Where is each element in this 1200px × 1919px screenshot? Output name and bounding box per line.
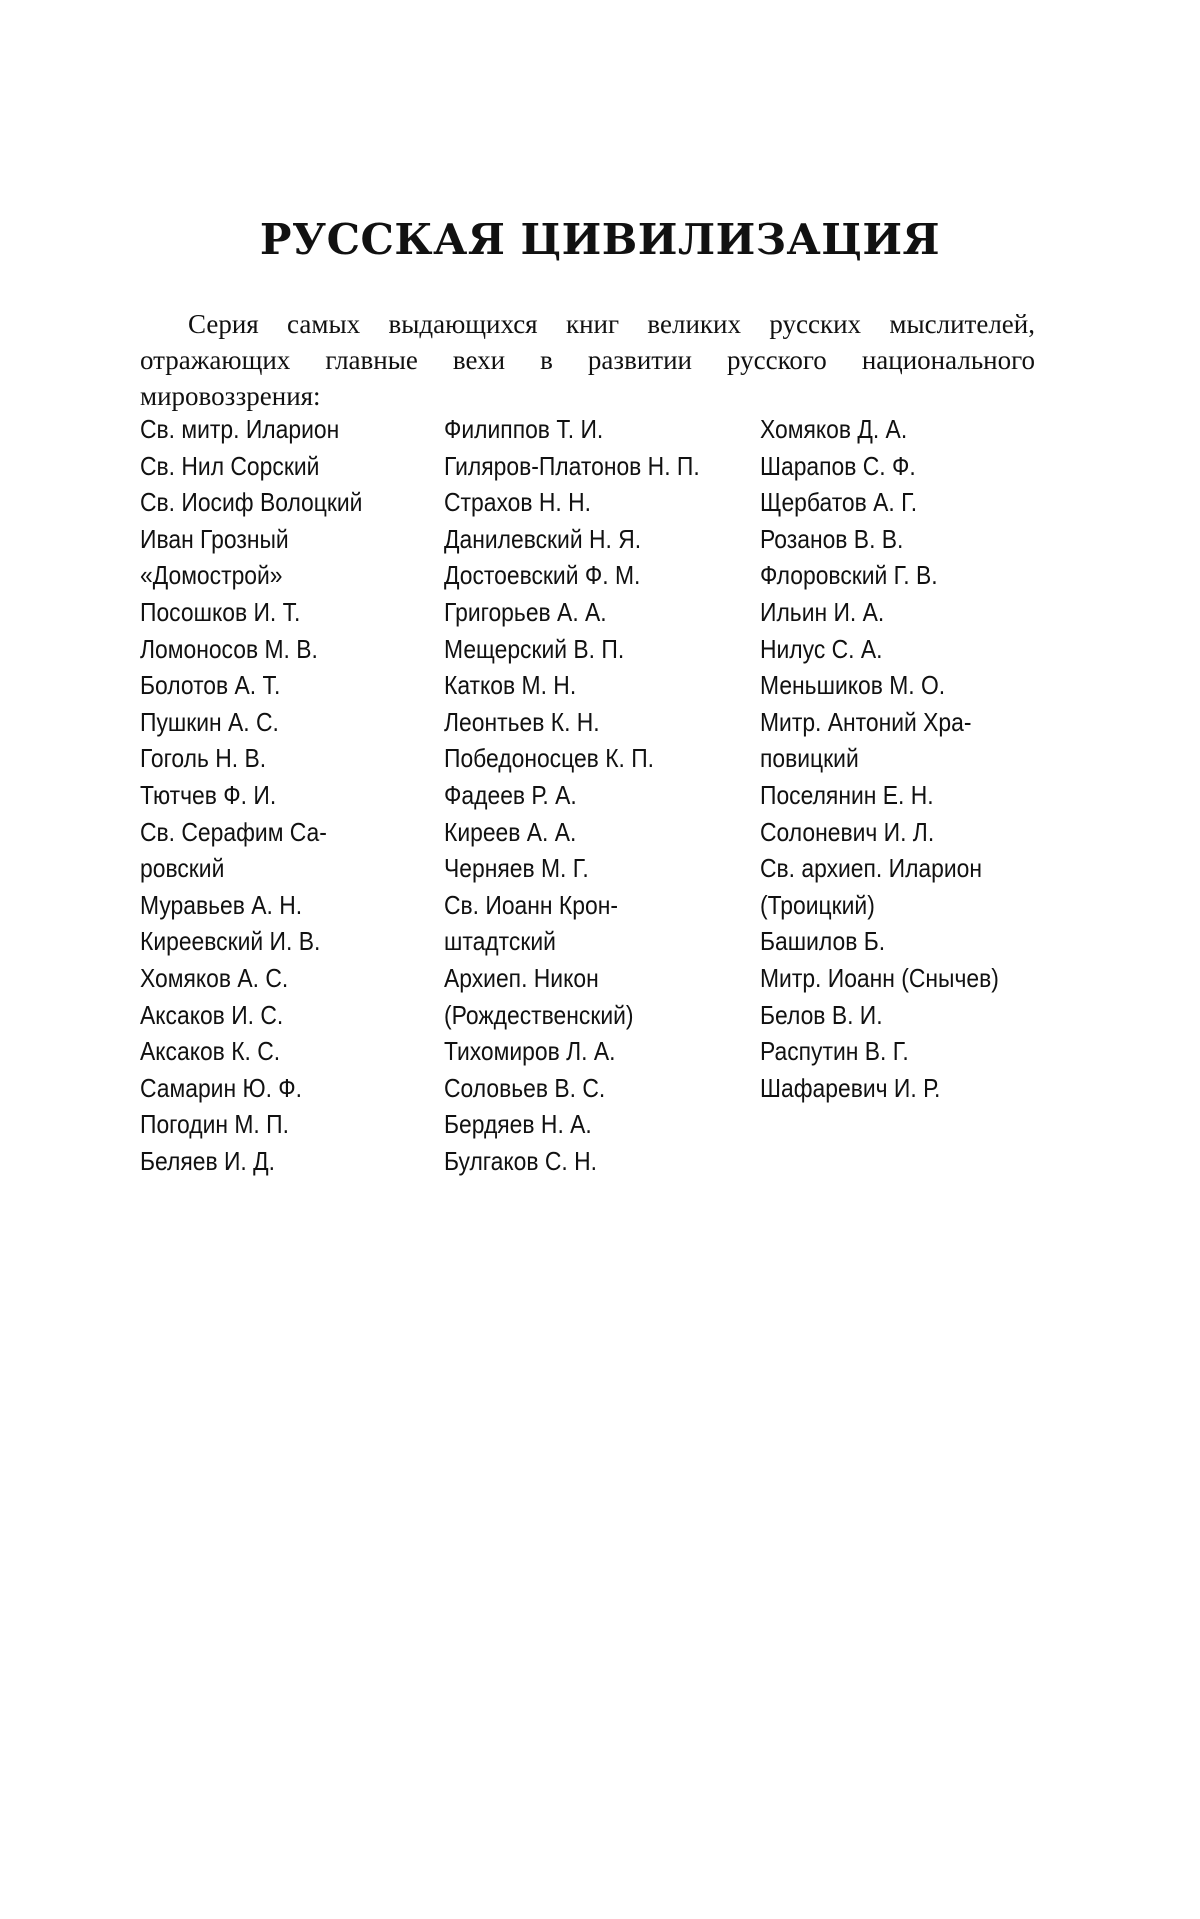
- author-entry: Гоголь Н. В.: [140, 743, 267, 774]
- author-entry: Леонтьев К. Н.: [444, 706, 600, 737]
- author-entry: Св. митр. Иларион: [140, 414, 340, 444]
- author-entry: Черняев М. Г.: [444, 853, 589, 884]
- author-entry: Розанов В. В.: [760, 523, 904, 554]
- author-entry: Погодин М. П.: [140, 1109, 289, 1140]
- author-entry: Хомяков А. С.: [140, 962, 289, 993]
- author-entry: Ильин И. А.: [760, 596, 885, 627]
- author-entry: Архиеп. Никон: [444, 962, 599, 993]
- author-entry: Распутин В. Г.: [760, 1036, 909, 1067]
- author-entry: Страхов Н. Н.: [444, 487, 592, 518]
- author-entry: (Рождественский): [444, 999, 634, 1030]
- author-entry: Достоевский Ф. М.: [444, 560, 641, 591]
- author-entry: Св. Серафим Са-: [140, 816, 327, 847]
- author-entry: Катков М. Н.: [444, 670, 577, 701]
- author-entry: Мещерский В. П.: [444, 633, 625, 664]
- author-entry: Хомяков Д. А.: [760, 414, 908, 444]
- author-entry: Гиляров-Платонов Н. П.: [444, 450, 700, 481]
- author-entry: Тютчев Ф. И.: [140, 779, 277, 810]
- authors-column-3: [760, 411, 999, 1106]
- author-entry: Болотов А. Т.: [140, 670, 281, 701]
- author-entry: Посошков И. Т.: [140, 596, 301, 627]
- author-entry: ровский: [140, 853, 225, 884]
- author-entry: Шарапов С. Ф.: [760, 450, 916, 481]
- author-entry: Щербатов А. Г.: [760, 487, 918, 518]
- author-entry: Киреевский И. В.: [140, 926, 321, 957]
- author-entry: Нилус С. А.: [760, 633, 883, 664]
- series-description: Серия самых выдающихся книг великих русских мыслителей, отражающих главные вехи в развитии русского национального мировоззрения:: [140, 309, 1035, 411]
- author-entry: Победоносцев К. П.: [444, 743, 655, 774]
- author-entry: повицкий: [760, 743, 859, 774]
- author-entry: Пушкин А. С.: [140, 706, 279, 737]
- author-entry: Поселянин Е. Н.: [760, 779, 934, 810]
- author-entry: Шафаревич И. Р.: [760, 1072, 941, 1103]
- author-entry: Бердяев Н. А.: [444, 1109, 592, 1140]
- author-entry: Аксаков И. С.: [140, 999, 284, 1030]
- authors-column-1: [140, 411, 362, 1179]
- author-entry: Аксаков К. С.: [140, 1036, 281, 1067]
- author-entry: Самарин Ю. Ф.: [140, 1072, 303, 1103]
- author-entry: Св. Нил Сорский: [140, 450, 320, 481]
- author-entry: Булгаков С. Н.: [444, 1145, 597, 1176]
- page-title: РУССКАЯ ЦИВИЛИЗАЦИЯ: [259, 215, 941, 264]
- author-entry: Св. Иосиф Волоцкий: [140, 487, 363, 518]
- author-entry: «Домострой»: [140, 560, 283, 591]
- author-entry: Солоневич И. Л.: [760, 816, 935, 847]
- author-entry: Св. Иоанн Крон-: [444, 889, 618, 920]
- author-entry: Григорьев А. А.: [444, 596, 607, 627]
- author-entry: Фадеев Р. А.: [444, 779, 577, 810]
- author-entry: Меньшиков М. О.: [760, 670, 946, 701]
- author-entry: Данилевский Н. Я.: [444, 523, 642, 554]
- author-entry: Соловьев В. С.: [444, 1072, 606, 1103]
- authors-column-2: [444, 411, 700, 1179]
- author-entry: Беляев И. Д.: [140, 1145, 275, 1176]
- author-entry: штадтский: [444, 926, 556, 957]
- author-entry: Филиппов Т. И.: [444, 414, 604, 444]
- author-entry: (Троицкий): [760, 889, 875, 920]
- author-entry: Св. архиеп. Иларион: [760, 853, 983, 884]
- author-entry: Киреев А. А.: [444, 816, 577, 847]
- author-entry: Муравьев А. Н.: [140, 889, 303, 920]
- author-entry: Митр. Антоний Хра-: [760, 706, 972, 737]
- author-entry: Флоровский Г. В.: [760, 560, 938, 591]
- author-entry: Митр. Иоанн (Снычев): [760, 962, 999, 993]
- author-entry: Ломоносов М. В.: [140, 633, 318, 664]
- author-entry: Иван Грозный: [140, 523, 289, 554]
- author-entry: Башилов Б.: [760, 926, 886, 957]
- author-entry: Тихомиров Л. А.: [444, 1036, 616, 1067]
- author-entry: Белов В. И.: [760, 999, 883, 1030]
